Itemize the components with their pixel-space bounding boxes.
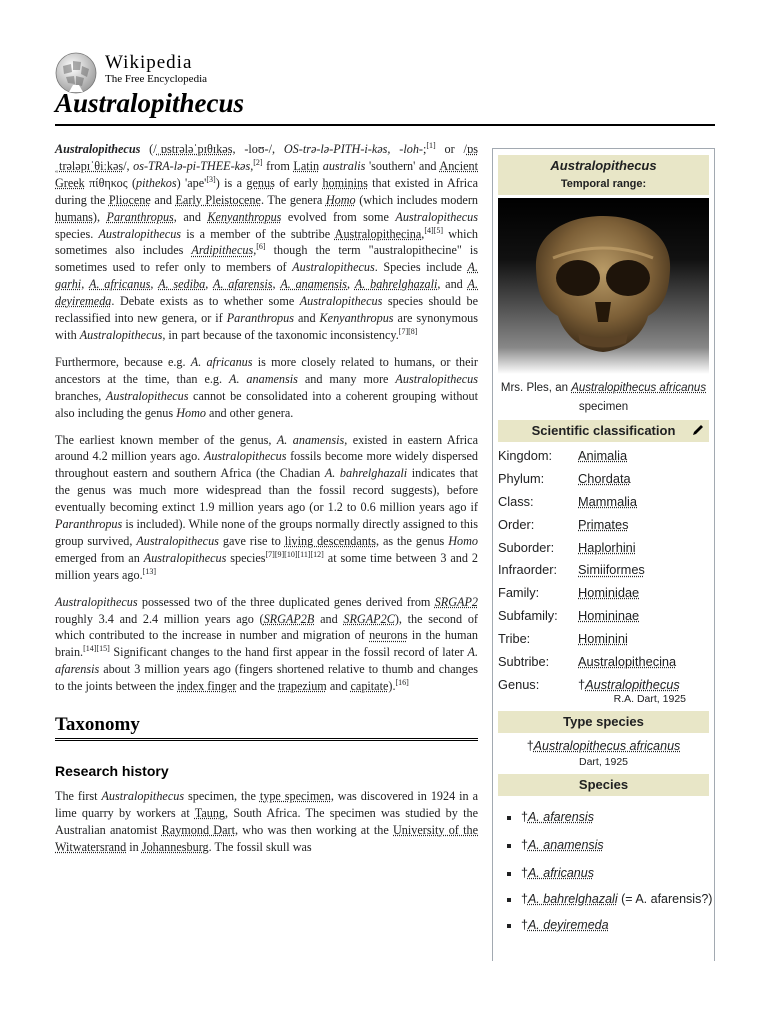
species-link[interactable]: A. anamensis: [527, 837, 604, 852]
paragraph-4: Australopithecus possessed two of the three duplicated genes derived from SRGAP2 roughly 3.4 and 2.4 million years ago (SRGAP2B and SRGAP2C), the second of which contributed to the increase in number and migration of neurons in the human brain.[14][15] Significant changes to the hand first appear in the fossil record of later A. afarensis about 3 million years ago (fingers shortened relative to thumb and changes to the joints between the index finger and the trapezium and capitate).[16]: [55, 594, 479, 694]
paragraph-5: The first Australopithecus specimen, the type specimen, was discovered in 1924 in a lime quarry by workers at Taung, South Africa. The specimen was studied by the Australian anatomist Raymond Dart, who was then working at the University of the Witwatersrand in Johannesburg. The fossil skull was: [55, 788, 478, 854]
specimen-skull-image[interactable]: [498, 198, 709, 374]
brand-tagline: The Free Encyclopedia: [105, 73, 208, 85]
species-link[interactable]: A. deyiremeda: [527, 917, 609, 932]
classification-row: [498, 604, 709, 627]
taxon-link[interactable]: Primates: [578, 516, 629, 532]
article-body: [55, 141, 478, 866]
rank-label: Subtribe:: [498, 653, 550, 669]
classification-row: [498, 513, 709, 536]
brand-name: Wikipedia: [105, 52, 193, 73]
taxon-link[interactable]: Australopithecina: [578, 653, 677, 669]
species-item: [521, 890, 714, 908]
species-link[interactable]: A. afarensis: [527, 809, 594, 824]
rank-label: Order:: [498, 516, 535, 532]
skull-illustration: [498, 198, 709, 374]
edit-pencil-icon[interactable]: [691, 423, 705, 437]
taxon-link[interactable]: Animalia: [578, 447, 628, 463]
taxon-link[interactable]: Australopithecus: [585, 676, 680, 692]
rank-label: Family:: [498, 585, 540, 601]
classification-row: [498, 581, 709, 604]
classification-table: [498, 444, 709, 696]
classification-row: [498, 467, 709, 490]
rank-label: Suborder:: [498, 539, 555, 555]
taxon-link[interactable]: Hominini: [578, 631, 628, 647]
rank-label: Subfamily:: [498, 608, 558, 624]
taxon-link[interactable]: Homininae: [578, 608, 640, 624]
caption-link[interactable]: Australopithecus africanus: [571, 382, 707, 394]
taxon-link[interactable]: Chordata: [578, 470, 631, 486]
rank-value: [578, 490, 709, 513]
rank-value: [578, 536, 709, 559]
taxon-link[interactable]: Haplorhini: [578, 539, 636, 555]
brand[interactable]: [105, 53, 207, 86]
title-divider: [55, 124, 715, 126]
extinct-dagger: †: [578, 676, 586, 692]
genus-authority: R.A. Dart, 1925: [613, 692, 686, 705]
species-link[interactable]: A. africanus: [527, 865, 594, 880]
page-title: Australopithecus: [55, 88, 245, 118]
rank-value: [578, 650, 709, 673]
taxon-link[interactable]: Mammalia: [578, 493, 638, 509]
species-link[interactable]: A. bahrelghazali: [527, 891, 618, 906]
rank-label: Infraorder:: [498, 562, 558, 578]
rank-value: [578, 467, 709, 490]
rank-label: Kingdom:: [498, 447, 553, 463]
scientific-classification-header: Scientific classification: [498, 420, 709, 442]
classification-row: [498, 558, 709, 581]
rank-value: [578, 444, 709, 467]
species-header: Species: [498, 774, 709, 796]
type-species: †Australopithecus africanus: [526, 738, 681, 753]
subsection-research-history: Research history: [55, 763, 169, 779]
rank-value: [578, 627, 709, 650]
intro-paragraph: Australopithecus (/ˌɒstrələˈpɪθɪkəs, -loʊ-/, OS-trə-lə-PITH-i-kəs, -loh-;[1] or /ɒsˌtrələpɪˈθiːkəs/, os-TRA-lə-pi-THEE-kəs,[2] from Latin australis 'southern' and Ancient Greek πίθηκος (pithekos) 'ape'[3]) is a genus of early hominins that existed in Africa during the Pliocene and Early Pleistocene. The genera Homo (which includes modern humans), Paranthropus, and Kenyanthropus evolved from some Australopithecus species. Australopithecus is a member of the subtribe Australopithecina,[4][5] which sometimes also includes Ardipithecus,[6] though the term "australopithecine" is sometimes used to refer only to members of Australopithecus. Species include A. garhi, A. africanus, A. sediba, A. afarensis, A. anamensis, A. bahrelghazali, and A. deyiremeda. Debate exists as to whether some Australopithecus species should be reclassified into new genera, or if Paranthropus and Kenyanthropus are synonymous with Australopithecus, in part because of the taxonomic inconsistency.[7][8]: [55, 140, 479, 342]
extinct-dagger: †: [521, 837, 528, 852]
temporal-range-label: Temporal range:: [560, 178, 647, 190]
infobox-header: [498, 155, 709, 195]
extinct-dagger: †: [521, 809, 528, 824]
species-item: [521, 806, 714, 828]
rank-label: Genus:: [498, 676, 540, 692]
rank-value: [578, 604, 709, 627]
species-list: [493, 806, 714, 936]
rank-label: Tribe:: [498, 631, 531, 647]
species-item: [521, 834, 714, 856]
rank-value: [578, 513, 709, 536]
paragraph-3: The earliest known member of the genus, A. anamensis, existed in eastern Africa around 4.2 million years ago. Australopithecus fossils become more widely dispersed throughout eastern and southern Africa (the Chadian A. bahrelghazali indicates that the genus was much more widespread than the fossil record suggests), before eventually becoming extinct 1.9 million years ago (or 1.2 to 0.6 million years ago if Paranthropus is included). While none of the groups normally directly assigned to this group survived, Australopithecus gave rise to living descendants, as the genus Homo emerged from an Australopithecus species[7][9][10][11][12] at some time between 3 and 2 million years ago.[13]: [55, 432, 479, 582]
rank-value: [578, 581, 709, 604]
paragraph-2: Furthermore, because e.g. A. africanus is more closely related to humans, or their ancestors at the time, than e.g. A. anamensis and many more Australopithecus branches, Australopithecus cannot be consolidated into a coherent grouping without also including the genus Homo and other genera.: [55, 354, 479, 420]
type-species-header: Type species: [498, 711, 709, 733]
extinct-dagger: †: [521, 891, 528, 906]
rank-value: [578, 558, 709, 581]
taxon-link[interactable]: Hominidae: [578, 585, 640, 601]
species-item: [521, 914, 714, 936]
classification-row: [498, 536, 709, 559]
species-note: (= A. afarensis?): [617, 891, 713, 906]
species-item: [521, 862, 714, 884]
rank-label: Class:: [498, 493, 534, 509]
infobox: [492, 148, 715, 961]
classification-row: [498, 444, 709, 467]
extinct-dagger: †: [521, 917, 528, 932]
type-species-link[interactable]: Australopithecus africanus: [533, 738, 681, 753]
taxon-link[interactable]: Simiiformes: [578, 562, 645, 578]
extinct-dagger: †: [521, 865, 528, 880]
infobox-title: Australopithecus: [550, 158, 657, 173]
classification-row: [498, 490, 709, 513]
type-species-authority: Dart, 1925: [578, 755, 629, 768]
classification-row: [498, 627, 709, 650]
classification-row: [498, 650, 709, 673]
image-caption: Mrs. Ples, an Australopithecus africanus specimen: [500, 382, 707, 413]
rank-label: Phylum:: [498, 470, 545, 486]
section-taxonomy: Taxonomy: [55, 717, 478, 741]
